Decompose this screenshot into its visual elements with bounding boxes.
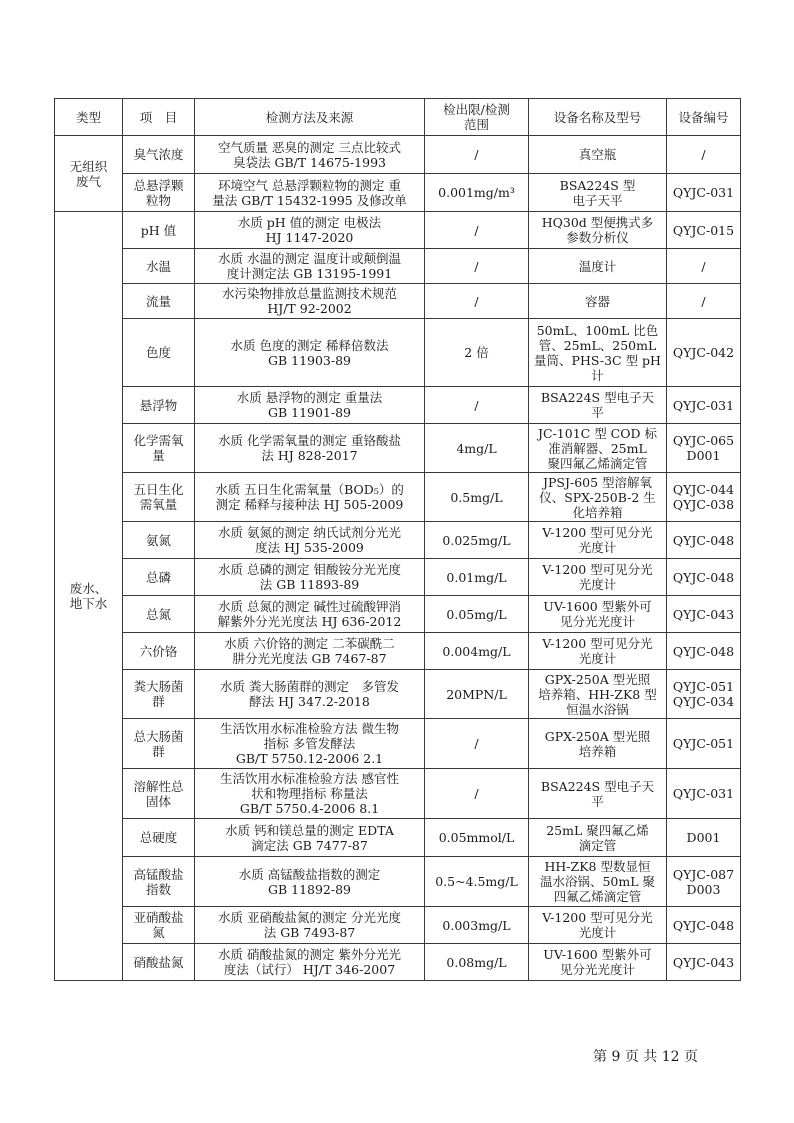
- cell-limit-line: /: [474, 293, 479, 309]
- cell-limit: [425, 819, 529, 857]
- cell-method-line: 度法 HJ 535-2009: [255, 540, 364, 555]
- cell-equipment-no: [667, 319, 741, 387]
- header-equipment: 设备名称及型号: [529, 99, 667, 136]
- cell-equipment-no: [667, 473, 741, 522]
- cell-method-line: 水质 五日生化需氧量（BOD₅）的: [215, 482, 404, 497]
- cell-method-line: 法 GB 7493-87: [263, 925, 356, 940]
- cell-method-line: 水质 钙和镁总量的测定 EDTA: [225, 822, 394, 838]
- cell-equipment-no: [667, 719, 741, 769]
- cell-method-line: 臭袋法 GB/T 14675-1993: [233, 154, 386, 170]
- cell-item-line: 硝酸盐氮: [133, 954, 184, 970]
- cell-equipment-no-line: QYJC-065: [672, 433, 735, 448]
- cell-item-line: 总硬度: [139, 830, 178, 845]
- cell-limit: [425, 670, 529, 719]
- cell-equipment-no-line: QYJC-087: [672, 866, 735, 882]
- cell-item-line: pH 值: [140, 222, 177, 238]
- cell-equip: [529, 424, 667, 473]
- cell-equip-line: 平: [591, 793, 604, 809]
- category-line: 地下水: [69, 596, 108, 611]
- cell-limit: [425, 719, 529, 769]
- cell-method-line: 水质 悬浮物的测定 重量法: [236, 390, 383, 405]
- cell-equip: [529, 212, 667, 249]
- cell-equipment-no: [667, 249, 741, 284]
- cell-equip: [529, 522, 667, 559]
- cell-equip: [529, 769, 667, 819]
- cell-method: [195, 136, 425, 174]
- cell-equip: [529, 319, 667, 387]
- cell-equip-line: 光度计: [578, 577, 617, 592]
- table-row: [55, 424, 741, 473]
- cell-item-line: 氨氮: [145, 532, 171, 548]
- cell-limit-line: 0.5~4.5mg/L: [435, 874, 518, 889]
- cell-limit-line: 0.5mg/L: [450, 489, 503, 505]
- cell-equip-line: 光度计: [578, 540, 617, 555]
- cell-method-line: 法 HJ 828-2017: [261, 448, 358, 463]
- cell-method-line: 水质 六价铬的测定 二苯碳酰二: [224, 636, 395, 651]
- cell-method-line: 水质 硝酸盐氮的测定 紫外分光光: [218, 947, 401, 962]
- cell-equip-line: V-1200 型可见分光: [542, 910, 653, 925]
- cell-equip-line: HQ30d 型便携式多: [541, 215, 654, 230]
- cell-limit: [425, 857, 529, 907]
- cell-equipment-no-line: /: [701, 147, 706, 162]
- cell-item-line: 高锰酸盐: [133, 866, 184, 882]
- cell-method: [195, 174, 425, 212]
- header-item: 项 目: [123, 99, 195, 136]
- cell-method-line: 生活饮用水标准检验方法 微生物: [220, 721, 399, 736]
- cell-limit: [425, 944, 529, 981]
- table-row: [55, 522, 741, 559]
- cell-item: [123, 249, 195, 284]
- cell-limit-line: 0.05mg/L: [446, 606, 507, 622]
- cell-equipment-no-line: QYJC-051: [672, 736, 735, 751]
- cell-equip: [529, 249, 667, 284]
- cell-equipment-no-line: QYJC-038: [672, 497, 735, 512]
- table-row: [55, 944, 741, 981]
- cell-equipment-no-line: QYJC-043: [672, 606, 735, 622]
- cell-item-line: 总悬浮颗: [133, 177, 184, 193]
- cell-item: [123, 136, 195, 174]
- cell-equip: [529, 907, 667, 944]
- cell-equip: [529, 387, 667, 424]
- cell-method: [195, 319, 425, 387]
- cell-item-line: 悬浮物: [139, 397, 178, 413]
- cell-method-line: GB 11903-89: [267, 352, 352, 368]
- cell-method-line: GB/T 5750.4-2006 8.1: [239, 801, 380, 816]
- test-methods-table: [54, 98, 741, 981]
- table-header-row: [55, 99, 741, 136]
- cell-equipment-no: [667, 944, 741, 981]
- header-equipment-no: 设备编号: [667, 99, 741, 136]
- cell-item-line: 溶解性总: [133, 778, 184, 794]
- cell-method-line: 状和物理指标 称量法: [251, 786, 368, 801]
- cell-method-line: 水质 氨氮的测定 纳氏试剂分光光: [218, 525, 401, 540]
- cell-item: [123, 212, 195, 249]
- category-line: 无组织: [69, 158, 108, 174]
- cell-equip-line: 化培养箱: [572, 504, 623, 520]
- cell-method-line: 水质 总氮的测定 碱性过硫酸钾消: [218, 599, 401, 614]
- cell-equipment-no: [667, 387, 741, 424]
- cell-item-line: 臭气浓度: [133, 147, 184, 162]
- cell-equip-line: 参数分析仪: [566, 230, 629, 245]
- table-row: [55, 769, 741, 819]
- cell-equipment-no-line: QYJC-048: [672, 532, 735, 548]
- cell-equip-line: 滴定管: [578, 837, 617, 853]
- cell-item: [123, 857, 195, 907]
- cell-equipment-no-line: QYJC-031: [672, 786, 735, 801]
- cell-item-line: 亚硝酸盐: [133, 910, 184, 925]
- table-row: [55, 473, 741, 522]
- cell-equip: [529, 670, 667, 719]
- cell-limit-line: 0.004mg/L: [442, 643, 511, 659]
- cell-equip-line: 光度计: [578, 925, 617, 940]
- cell-method-line: GB 11901-89: [267, 405, 352, 420]
- cell-equip-line: 光度计: [578, 651, 617, 666]
- cell-method-line: 水质 水温的测定 温度计或颠倒温: [218, 251, 401, 266]
- cell-method-line: 水质 粪大肠菌群的测定 多管发: [220, 679, 399, 694]
- cell-equipment-no: [667, 769, 741, 819]
- cell-equipment-no: [667, 596, 741, 633]
- cell-equipment-no-line: /: [701, 258, 706, 274]
- cell-equipment-no: [667, 522, 741, 559]
- cell-item: [123, 670, 195, 719]
- cell-method-line: 滴定法 GB 7477-87: [251, 837, 368, 853]
- cell-equip-line: 见分光光度计: [559, 962, 635, 977]
- cell-limit: [425, 596, 529, 633]
- cell-equipment-no-line: QYJC-048: [672, 917, 735, 933]
- cell-limit: [425, 284, 529, 319]
- cell-equipment-no-line: QYJC-031: [672, 185, 735, 200]
- cell-method-line: 测定 稀释与接种法 HJ 505-2009: [215, 497, 404, 512]
- cell-method-line: 法 GB 11893-89: [259, 577, 360, 592]
- cell-equipment-no-line: QYJC-051: [672, 679, 735, 694]
- cell-equipment-no: [667, 907, 741, 944]
- cell-equip-line: 电子天平: [572, 192, 623, 208]
- table-row: [55, 857, 741, 907]
- cell-equip-line: 恒温水浴锅: [566, 701, 629, 717]
- cell-limit-line: 0.003mg/L: [442, 917, 511, 933]
- cell-method-line: HJ 1147-2020: [265, 230, 354, 245]
- cell-equipment-no: [667, 559, 741, 596]
- cell-method-line: 水质 高锰酸盐指数的测定: [238, 866, 381, 882]
- cell-item: [123, 473, 195, 522]
- cell-limit-line: 4mg/L: [456, 440, 497, 456]
- cell-method: [195, 522, 425, 559]
- cell-equipment-no-line: QYJC-048: [672, 569, 735, 585]
- cell-method-line: HJ/T 92-2002: [267, 301, 352, 316]
- cell-item: [123, 559, 195, 596]
- cell-equip: [529, 596, 667, 633]
- cell-item-line: 五日生化: [133, 482, 184, 497]
- cell-equip-line: 准消解器、25mL: [548, 440, 647, 456]
- table-row: [55, 212, 741, 249]
- cell-limit: [425, 769, 529, 819]
- cell-equip-line: 25mL 聚四氟乙烯: [546, 822, 649, 838]
- cell-item-line: 指数: [145, 881, 171, 897]
- cell-item: [123, 944, 195, 981]
- cell-equip-line: BSA224S 型: [559, 177, 636, 193]
- cell-method: [195, 857, 425, 907]
- cell-equip: [529, 174, 667, 212]
- cell-item: [123, 424, 195, 473]
- category-line: 废水、: [69, 581, 108, 596]
- cell-item-line: 总磷: [145, 569, 171, 585]
- cell-equip-line: BSA224S 型电子天: [540, 390, 655, 405]
- cell-method: [195, 284, 425, 319]
- cell-item-line: 氮: [152, 925, 165, 940]
- cell-method-line: 水质 亚硝酸盐氮的测定 分光光度: [218, 910, 401, 925]
- cell-equip-line: V-1200 型可见分光: [542, 525, 653, 540]
- cell-limit-line: 0.08mg/L: [446, 954, 507, 970]
- cell-equip-line: 见分光光度计: [559, 614, 635, 629]
- cell-method-line: 水质 色度的测定 稀释倍数法: [230, 337, 389, 353]
- cell-equip-line: JC-101C 型 COD 标: [538, 425, 657, 441]
- cell-equip-line: 温水浴锅、50mL 聚: [539, 874, 656, 889]
- cell-method-line: 环境空气 总悬浮颗粒物的测定 重: [218, 177, 401, 193]
- cell-method: [195, 559, 425, 596]
- cell-method: [195, 387, 425, 424]
- category-cell: [55, 136, 123, 212]
- cell-equip-line: V-1200 型可见分光: [542, 636, 653, 651]
- cell-method: [195, 670, 425, 719]
- cell-equipment-no: [667, 819, 741, 857]
- cell-item-line: 总氮: [145, 606, 171, 622]
- header-method: 检测方法及来源: [195, 99, 425, 136]
- cell-equip: [529, 136, 667, 174]
- cell-item: [123, 907, 195, 944]
- cell-method-line: 水质 化学需氧量的测定 重铬酸盐: [218, 433, 401, 448]
- cell-equipment-no-line: /: [701, 293, 706, 309]
- cell-item: [123, 284, 195, 319]
- cell-item: [123, 319, 195, 387]
- cell-method-line: GB 11892-89: [267, 881, 352, 897]
- cell-limit: [425, 249, 529, 284]
- cell-method-line: 生活饮用水标准检验方法 感官性: [220, 771, 399, 786]
- cell-limit-line: 0.05mmol/L: [438, 830, 515, 845]
- table-row: [55, 670, 741, 719]
- cell-equip-line: HH-ZK8 型数显恒: [544, 859, 651, 874]
- cell-method: [195, 633, 425, 670]
- cell-equipment-no: [667, 284, 741, 319]
- cell-equip-line: UV-1600 型紫外可: [543, 599, 652, 614]
- table-body: [55, 136, 741, 981]
- cell-limit-line: 0.01mg/L: [446, 569, 507, 585]
- table-row: [55, 819, 741, 857]
- cell-limit-line: /: [474, 147, 479, 162]
- cell-equipment-no: [667, 857, 741, 907]
- cell-method: [195, 424, 425, 473]
- cell-equip: [529, 819, 667, 857]
- table-row: [55, 284, 741, 319]
- cell-equipment-no-line: D003: [686, 881, 721, 897]
- cell-limit: [425, 136, 529, 174]
- cell-equipment-no: [667, 424, 741, 473]
- cell-equip: [529, 284, 667, 319]
- cell-method: [195, 719, 425, 769]
- cell-equip-line: 真空瓶: [578, 147, 617, 162]
- cell-method-line: 肼分光光度法 GB 7467-87: [232, 651, 387, 666]
- cell-item-line: 粒物: [145, 192, 171, 208]
- cell-method-line: 水污染物排放总量监测技术规范: [221, 286, 397, 301]
- cell-item-line: 水温: [145, 258, 171, 274]
- table-row: [55, 596, 741, 633]
- cell-method-line: 度计测定法 GB 13195-1991: [226, 266, 393, 281]
- cell-item-line: 化学需氧: [133, 433, 184, 448]
- cell-equipment-no-line: QYJC-043: [672, 954, 735, 970]
- cell-method-line: 水质 总磷的测定 钼酸铵分光光度: [218, 562, 401, 577]
- cell-item-line: 总大肠菌: [133, 728, 184, 744]
- cell-equip-line: 50mL、100mL 比色: [536, 322, 659, 338]
- header-type: 类型: [55, 99, 123, 136]
- cell-limit-line: /: [474, 222, 479, 238]
- cell-limit: [425, 174, 529, 212]
- cell-equip-line: 平: [591, 405, 604, 420]
- cell-equipment-no-line: QYJC-042: [672, 345, 735, 360]
- cell-limit-line: /: [474, 786, 479, 801]
- cell-limit: [425, 522, 529, 559]
- cell-limit: [425, 424, 529, 473]
- table-row: [55, 249, 741, 284]
- table-row: [55, 387, 741, 424]
- table-row: [55, 174, 741, 212]
- cell-limit-line: 0.001mg/m³: [438, 185, 515, 200]
- table-row: [55, 719, 741, 769]
- cell-method: [195, 249, 425, 284]
- cell-method: [195, 944, 425, 981]
- cell-equipment-no: [667, 670, 741, 719]
- cell-method-line: 量法 GB/T 15432-1995 及修改单: [212, 192, 407, 208]
- cell-equipment-no: [667, 633, 741, 670]
- cell-item: [123, 596, 195, 633]
- cell-item-line: 粪大肠菌: [133, 679, 184, 694]
- cell-limit: [425, 212, 529, 249]
- cell-equip: [529, 857, 667, 907]
- cell-item-line: 群: [152, 743, 165, 759]
- cell-limit-line: /: [474, 258, 479, 274]
- cell-limit-line: 20MPN/L: [446, 686, 507, 702]
- table-row: [55, 319, 741, 387]
- cell-limit-line: /: [474, 397, 479, 413]
- cell-method-line: 度法（试行） HJ/T 346-2007: [223, 962, 396, 977]
- cell-equip-line: 培养箱、HH-ZK8 型: [538, 686, 657, 702]
- cell-item-line: 需氧量: [139, 497, 178, 512]
- header-limit: [425, 99, 529, 136]
- cell-method-line: GB/T 5750.12-2006 2.1: [235, 751, 384, 766]
- cell-item-line: 色度: [145, 345, 171, 360]
- cell-item: [123, 522, 195, 559]
- cell-method-line: 水质 pH 值的测定 电极法: [237, 215, 382, 230]
- cell-method: [195, 596, 425, 633]
- cell-limit: [425, 473, 529, 522]
- table-row: [55, 559, 741, 596]
- cell-equip: [529, 559, 667, 596]
- cell-item: [123, 174, 195, 212]
- cell-equipment-no: [667, 136, 741, 174]
- cell-item-line: 量: [152, 448, 165, 463]
- cell-method-line: 解紫外分光光度法 HJ 636-2012: [217, 614, 402, 629]
- cell-equipment-no: [667, 174, 741, 212]
- cell-equip-line: 管、25mL、250mL: [538, 337, 657, 353]
- cell-item: [123, 819, 195, 857]
- cell-item-line: 六价铬: [139, 643, 178, 659]
- category-cell: [55, 212, 123, 981]
- cell-equip: [529, 633, 667, 670]
- cell-item-line: 固体: [145, 793, 171, 809]
- cell-equip: [529, 719, 667, 769]
- cell-item-line: 流量: [145, 293, 171, 309]
- cell-equip-line: BSA224S 型电子天: [540, 778, 655, 794]
- cell-limit: [425, 559, 529, 596]
- cell-limit-line: 2 倍: [464, 345, 489, 360]
- cell-equip-line: 容器: [584, 293, 610, 309]
- cell-equip-line: V-1200 型可见分光: [542, 562, 653, 577]
- cell-equip-line: 仪、SPX-250B-2 生: [539, 489, 656, 505]
- cell-equipment-no-line: D001: [686, 830, 721, 845]
- cell-method: [195, 473, 425, 522]
- header-limit-line: 检出限/检测: [443, 102, 510, 117]
- cell-equip-line: JPSJ-605 型溶解氧: [542, 474, 653, 490]
- cell-equip-line: 量筒、PHS-3C 型 pH: [534, 352, 661, 368]
- cell-item: [123, 719, 195, 769]
- cell-equip-line: 培养箱: [578, 743, 617, 759]
- cell-equip: [529, 944, 667, 981]
- cell-method: [195, 769, 425, 819]
- cell-item: [123, 633, 195, 670]
- cell-limit: [425, 907, 529, 944]
- cell-equipment-no-line: QYJC-034: [672, 694, 735, 709]
- cell-equip-line: GPX-250A 型光照: [544, 728, 651, 744]
- cell-equipment-no-line: QYJC-044: [672, 482, 735, 497]
- cell-equipment-no: [667, 212, 741, 249]
- table-row: [55, 136, 741, 174]
- cell-limit-line: /: [474, 736, 479, 751]
- cell-equipment-no-line: QYJC-048: [672, 643, 735, 659]
- cell-item: [123, 769, 195, 819]
- cell-equipment-no-line: D001: [686, 448, 721, 463]
- cell-equip-line: 聚四氟乙烯滴定管: [547, 455, 648, 471]
- cell-equip: [529, 473, 667, 522]
- cell-equip-line: 温度计: [578, 258, 617, 274]
- page-number: 第 9 页 共 12 页: [593, 1049, 698, 1065]
- header-limit-line: 范围: [463, 117, 489, 132]
- cell-item: [123, 387, 195, 424]
- cell-method-line: 酵法 HJ 347.2-2018: [249, 694, 370, 709]
- cell-limit-line: 0.025mg/L: [442, 532, 511, 548]
- table-row: [55, 633, 741, 670]
- cell-method: [195, 907, 425, 944]
- cell-equip-line: UV-1600 型紫外可: [543, 947, 652, 962]
- cell-equip-line: 四氟乙烯滴定管: [553, 889, 642, 904]
- cell-limit: [425, 633, 529, 670]
- cell-equipment-no-line: QYJC-031: [672, 397, 735, 413]
- cell-limit: [425, 387, 529, 424]
- cell-method: [195, 819, 425, 857]
- cell-item-line: 群: [152, 694, 165, 709]
- category-line: 废气: [75, 173, 101, 189]
- table-row: [55, 907, 741, 944]
- cell-equipment-no-line: QYJC-015: [672, 222, 735, 238]
- cell-limit: [425, 319, 529, 387]
- cell-method-line: 空气质量 恶臭的测定 三点比较式: [218, 139, 401, 155]
- cell-equip-line: 计: [591, 367, 604, 383]
- cell-equip-line: GPX-250A 型光照: [544, 671, 651, 687]
- cell-method: [195, 212, 425, 249]
- cell-method-line: 指标 多管发酵法: [263, 736, 356, 751]
